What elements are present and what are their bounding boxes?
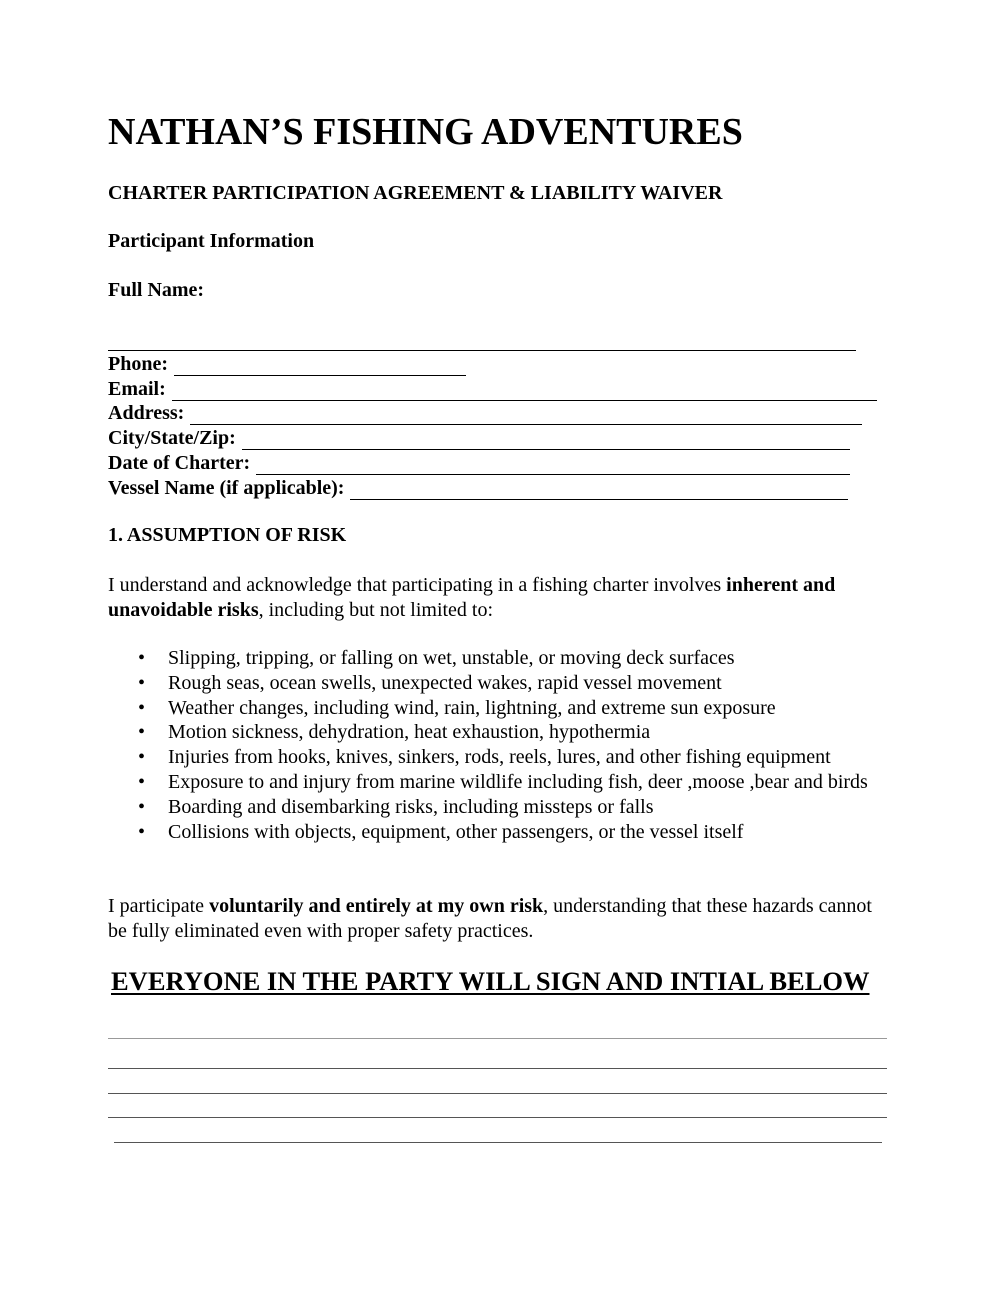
vessel-name-line[interactable] [350, 481, 848, 500]
risk-closing-paragraph [108, 894, 888, 943]
vessel-name-label: Vessel Name (if applicable): [108, 477, 345, 499]
bullet-icon: • [138, 746, 146, 769]
list-item [138, 795, 896, 820]
risk-item-text: Motion sickness, dehydration, heat exhaustion, hypothermia [168, 721, 651, 744]
list-item [138, 820, 896, 845]
phone-label: Phone: [108, 353, 168, 375]
signature-line-4[interactable] [108, 1117, 887, 1118]
bullet-icon: • [138, 770, 146, 793]
list-item [138, 720, 896, 745]
assumption-of-risk-heading: 1. ASSUMPTION OF RISK [108, 524, 347, 546]
list-item [138, 671, 896, 696]
everyone-sign-notice: EVERYONE IN THE PARTY WILL SIGN AND INTIAL BELOW [111, 966, 870, 996]
phone-line[interactable] [174, 357, 466, 376]
risk-item-text: Rough seas, ocean swells, unexpected wakes, rapid vessel movement [168, 671, 722, 694]
list-item [138, 770, 896, 795]
risk-intro-bold: inherent and unavoidable risks [108, 574, 836, 621]
date-of-charter-field[interactable] [108, 451, 850, 475]
risk-list [138, 646, 896, 844]
risk-item-text: Weather changes, including wind, rain, lightning, and extreme sun exposure [168, 696, 776, 719]
city-state-zip-line[interactable] [242, 431, 850, 450]
date-of-charter-label: Date of Charter: [108, 452, 251, 474]
address-line[interactable] [190, 406, 862, 425]
risk-intro-paragraph [108, 573, 868, 622]
signature-line-3[interactable] [108, 1093, 887, 1094]
list-item [138, 745, 896, 770]
bullet-icon: • [138, 820, 146, 843]
risk-item-text: Slipping, tripping, or falling on wet, unstable, or moving deck surfaces [168, 647, 735, 669]
bullet-icon: • [138, 671, 146, 694]
risk-closing-text-1: I participate [108, 895, 210, 917]
risk-item-text: Boarding and disembarking risks, including missteps or falls [168, 795, 654, 818]
list-item [138, 646, 896, 671]
city-state-zip-field[interactable] [108, 426, 850, 450]
bullet-icon: • [138, 696, 146, 719]
signature-line-5[interactable] [114, 1142, 882, 1143]
full-name-label: Full Name: [108, 279, 205, 301]
signature-line-1[interactable] [108, 1038, 887, 1039]
email-field[interactable] [108, 377, 877, 401]
full-name-line[interactable] [108, 332, 856, 351]
date-of-charter-line[interactable] [256, 456, 850, 475]
document-subtitle: CHARTER PARTICIPATION AGREEMENT & LIABILITY WAIVER [108, 182, 723, 204]
email-line[interactable] [172, 382, 877, 401]
risk-closing-bold: voluntarily and entirely at my own risk [209, 895, 544, 917]
risk-intro-text-1: I understand and acknowledge that participating in a fishing charter involves [108, 574, 727, 596]
risk-intro-text-2: , including but not limited to: [258, 598, 494, 621]
address-field[interactable] [108, 401, 862, 425]
bullet-icon: • [138, 795, 146, 818]
risk-item-text: Injuries from hooks, knives, sinkers, rods, reels, lures, and other fishing equipment [168, 746, 831, 769]
participant-info-heading: Participant Information [108, 230, 315, 252]
signature-line-2[interactable] [108, 1068, 887, 1069]
vessel-name-field[interactable] [108, 476, 848, 500]
list-item [138, 696, 896, 721]
email-label: Email: [108, 378, 166, 400]
bullet-icon: • [138, 647, 146, 669]
city-state-zip-label: City/State/Zip: [108, 427, 236, 449]
risk-item-text: Exposure to and injury from marine wildlife including fish, deer ,moose ,bear and birds [168, 770, 868, 793]
phone-field[interactable] [108, 352, 466, 376]
risk-item-text: Collisions with objects, equipment, other passengers, or the vessel itself [168, 820, 744, 843]
address-label: Address: [108, 402, 185, 424]
document-title: NATHAN’S FISHING ADVENTURES [108, 111, 743, 153]
bullet-icon: • [138, 721, 146, 744]
risk-closing-text-2: , understanding that these hazards cannot be fully eliminated even with proper safety practices. [108, 895, 872, 942]
